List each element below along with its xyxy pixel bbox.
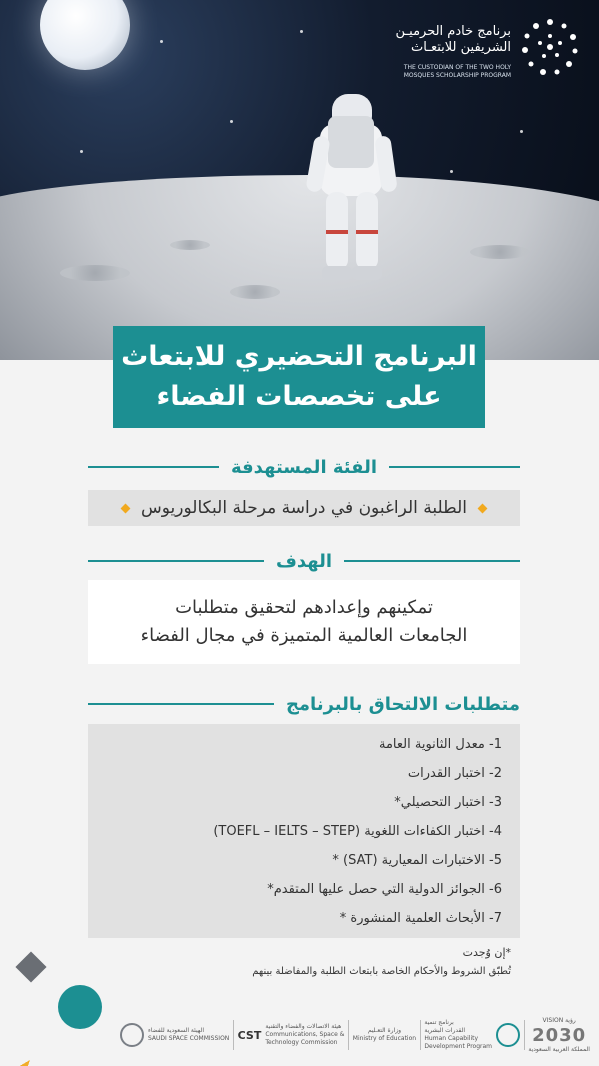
moon [40,0,130,70]
divider [88,703,274,705]
program-name-ar-line2: الشريفين للابتعـاث [410,40,511,55]
star [80,150,83,153]
hcdp-emblem-icon [496,1023,520,1047]
divider [524,1020,525,1050]
decorative-diamond [15,951,46,982]
cst-mark: CST [237,1028,262,1042]
divider [88,466,219,468]
vision-year: 2030 [532,1024,587,1046]
footer-logos [120,1012,590,1058]
divider [233,1020,234,1050]
space-commission-text [148,1027,229,1043]
program-logo [381,14,581,84]
program-name-ar-line1: برنامج خادم الحرميـن [395,24,511,39]
footnote-terms: تُطبّق الشروط والأحكام الخاصة بابتعاث الطلبة والمفاضلة بينهم [252,966,511,977]
goal-line2: الجامعات العالمية المتميزة في مجال الفضاء [140,625,468,646]
cst-en2: Technology Commission [265,1039,338,1046]
list-item: 1- معدل الثانوية العامة [379,737,502,752]
hcdp-ar1: برنامج تنمية [424,1019,454,1026]
astronaut [290,80,420,290]
star [300,30,303,33]
hcdp-ar2: القدرات البشرية [424,1027,466,1034]
list-item: 4- اختبار الكفاءات اللغوية (TOEFL – IELTS – STEP) [213,824,502,839]
saudi-space-commission-logo [120,1023,229,1047]
hcdp-logo [424,1019,520,1051]
diamond-bullet-icon [121,503,131,513]
star [160,40,163,43]
ministry-of-education-logo [353,1027,416,1043]
moe-ar: وزارة التعـليم [367,1027,401,1034]
crater [230,285,280,299]
target-text: الطلبة الراغبون في دراسة مرحلة البكالوريوس [141,498,467,518]
space-commission-ar: الهيئة السعودية للفضاء [148,1027,205,1034]
goal-line1: تمكينهم وإعدادهم لتحقيق متطلبات [175,597,433,618]
list-item: 6- الجوائز الدولية التي حصل عليها المتقدم* [267,882,502,897]
list-item: 5- الاختبارات المعيارية (SAT) * [332,853,502,868]
title-line1: البرنامج التحضيري للابتعاث [121,341,477,372]
title-banner [113,326,485,428]
divider [88,560,264,562]
decorative-circle [58,985,102,1029]
requirements-list [88,724,520,938]
requirements-heading-text: متطلبات الالتحاق بالبرنامج [285,693,520,715]
goal-heading-text: الهدف [275,550,333,572]
star [230,120,233,123]
moe-en: Ministry of Education [352,1035,417,1042]
vision-sub: المملكة العربية السعودية [528,1045,590,1053]
cst-en1: Communications, Space & [265,1031,345,1038]
cst-ar: هيئة الاتصالات والفضاء والتقنية [265,1023,342,1030]
title-line2: على تخصصات الفضاء [156,381,442,412]
star [450,170,453,173]
program-name-en [381,64,511,80]
hcdp-en2: Development Program [424,1043,493,1050]
diamond-bullet-icon [478,503,488,513]
scholarship-logo-icon [519,16,581,78]
vision-2030-logo [528,1017,590,1054]
vision-label: VISION رؤية [542,1016,576,1024]
hcdp-text [424,1019,492,1051]
crater [60,265,130,281]
program-name-en-line1: THE CUSTODIAN OF THE TWO HOLY [403,64,511,71]
divider [420,1020,421,1050]
crater [170,240,210,250]
space-commission-emblem-icon [120,1023,144,1047]
goal-heading [88,549,520,573]
cst-text [265,1023,344,1047]
hcdp-en1: Human Capability [424,1035,479,1042]
divider [389,466,520,468]
list-item: 7- الأبحاث العلمية المنشورة * [339,911,502,926]
divider [344,560,520,562]
program-name-en-line2: MOSQUES SCHOLARSHIP PROGRAM [403,72,511,79]
program-name-ar [395,24,511,56]
target-box [88,490,520,526]
space-commission-en: SAUDI SPACE COMMISSION [148,1035,230,1042]
cst-logo [238,1023,345,1047]
goal-box [88,580,520,664]
list-item: 2- اختبار القدرات [407,766,502,781]
hero-image [0,0,599,360]
list-item: 3- اختبار التحصيلي* [394,795,502,810]
crater [470,245,530,259]
star [520,130,523,133]
divider [348,1020,349,1050]
target-heading-text: الفئة المستهدفة [230,456,378,478]
target-heading [88,455,520,479]
moe-text [353,1027,416,1043]
requirements-heading [88,692,520,716]
footnote-if-any: *إن وُجدت [462,946,511,959]
